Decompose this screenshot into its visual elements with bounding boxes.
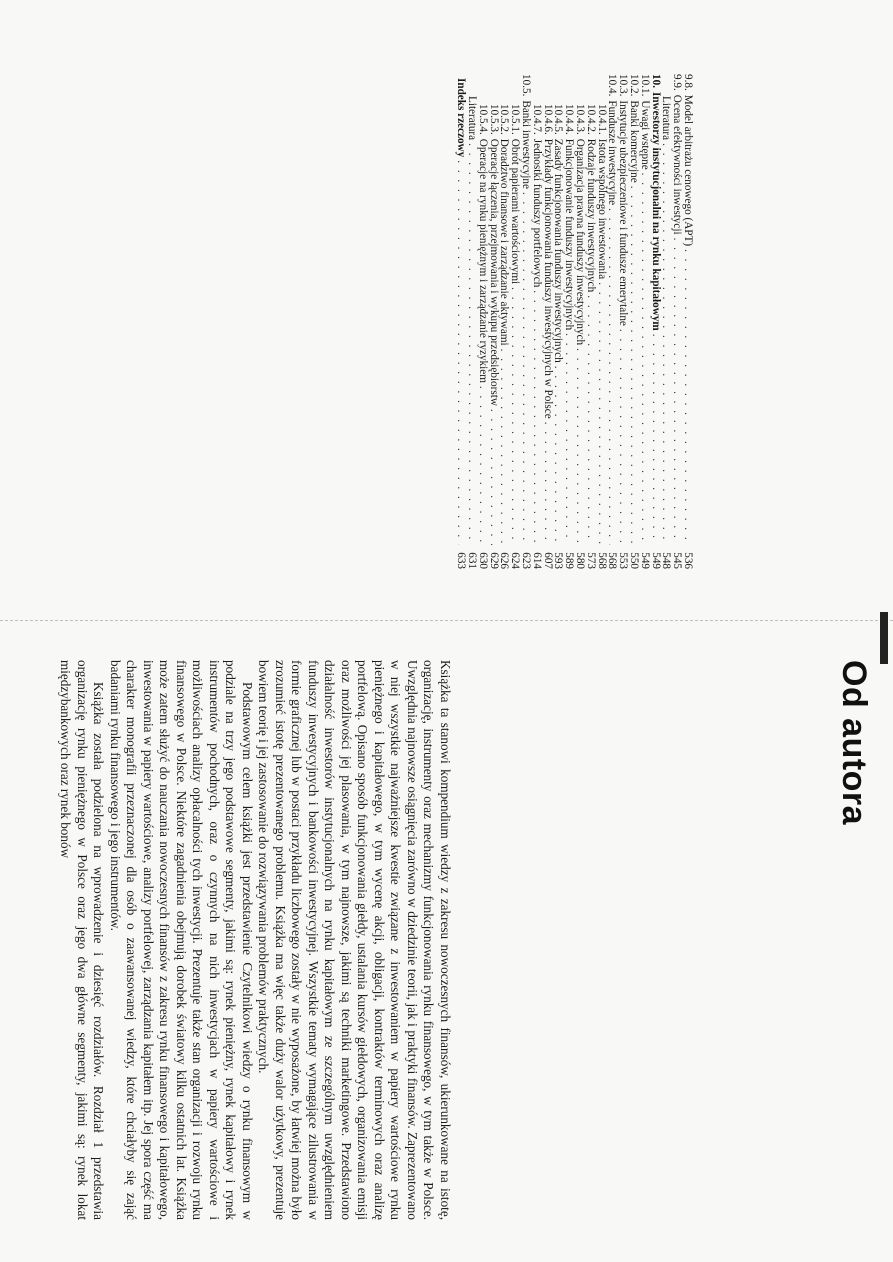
- toc-entry-title: Funkcjonowanie funduszy inwestycyjnych: [563, 138, 576, 331]
- toc-entry-page: 593: [552, 552, 565, 569]
- preface-body: [57, 660, 453, 1220]
- toc-entry-page: 633: [455, 552, 468, 569]
- toc-entry-number: 10.4.: [606, 74, 619, 97]
- toc-entry-number: 10.4.7.: [530, 104, 543, 135]
- toc-entry-page: 626: [498, 552, 511, 569]
- toc-entry-page: 630: [476, 552, 489, 569]
- toc-entry-number: 10.3.: [617, 74, 630, 97]
- toc-entry-page: 553: [617, 552, 630, 569]
- toc-entry-title: Jednostki funduszy portfelowych: [530, 138, 543, 288]
- toc-entry-title: Operacje łączenia, przejmowania i wykupu przedsiębiorstw: [487, 138, 500, 406]
- toc-entry-number: 10.4.5.: [552, 104, 565, 135]
- toc-entry-title: Rodzaje funduszy inwestycyjnych: [584, 138, 597, 293]
- toc-entry-title: Ocena efektywności inwestycji: [671, 94, 684, 235]
- toc-entry-page: 573: [584, 552, 597, 569]
- toc-entry-page: 536: [682, 552, 694, 569]
- toc-entry-title: Operacje na rynku pieniężnym i zarządzanie ryzykiem: [476, 138, 489, 383]
- toc-entry-number: 10.5.1.: [509, 104, 522, 135]
- toc-entry-number: 10.: [649, 74, 662, 88]
- toc-entry-title: Istota wspólnego inwestowania: [595, 138, 608, 280]
- toc-entry-number: 10.4.6.: [541, 104, 554, 135]
- toc-entry-number: 10.5.3.: [487, 104, 500, 135]
- toc-entry-number: 10.4.1.: [595, 104, 608, 135]
- preface-paragraph-1: Książka ta stanowi kompendium wiedzy z zakresu nowoczesnych finansów, ukierunkowane na istotę, organizację, instrumenty oraz mechanizmy funkcjonowania rynku finansowego, w tym także w Polsce. Uwzględnia najnowsze osiągnięcia zarówno w dziedzinie teorii, jak i praktyki finansów. Zaprezentowano w niej wszystkie najważniejsze kwestie związane z inwestowaniem w papiery wartościowe rynku pieniężnego i kapitałowego, w tym wycenę akcji, obligacji, kontraktów terminowych oraz analizę portfelową. Opisano sposób funkcjonowania giełdy, ustalania kursów giełdowych, organizowania emisji oraz możliwości jej plasowania, w tym najnowsze, jakimi są techniki marketingowe. Przedstawiono działalność inwestorów instytucjonalnych na rynku kapitałowym ze szczególnym uwzględnieniem funduszy inwestycyjnych i bankowości inwestycyjnej. Wszystkie tematy wymagające zilustrowania w formie graficznej lub w postaci przykładu liczbowego zostały w nie wyposażone, by łatwiej można było zrozumieć istotę prezentowanego problemu. Książka ma więc także duży walor użytkowy, prezentuje bowiem teorię i jej zastosowanie do rozwiązywania problemów praktycznych.: [256, 660, 453, 1220]
- toc-entry-title: Banki komercyjne: [628, 100, 641, 183]
- toc-entry-title: Zasady funkcjonowania funduszy inwestycyjnych: [552, 138, 565, 363]
- toc-entry-title: Indeks rzeczowy: [455, 78, 468, 158]
- toc-entry-page: 580: [574, 552, 587, 569]
- toc-entry-number: 10.2.: [628, 74, 641, 97]
- toc-entry-page: 549: [638, 552, 651, 569]
- toc-entry-page: 589: [563, 552, 576, 569]
- toc-entry-page: 623: [520, 552, 533, 569]
- toc-entry-number: 10.5.4.: [476, 104, 489, 135]
- toc-entry-title: Organizacja prawna funduszy inwestycyjnych: [574, 138, 587, 346]
- toc-entry-title: Przykłady funkcjonowania funduszy inwestycyjnych w Polsce: [541, 138, 554, 419]
- toc-entry-title: Literatura: [660, 96, 673, 141]
- toc-entry-title: Doradztwo finansowe i zarządzanie aktywami: [498, 138, 511, 346]
- toc-entry-title: Model arbitrażu cenowego (APT): [682, 94, 694, 247]
- toc-entry-number: 10.4.3.: [574, 104, 587, 135]
- toc-entry-page: 548: [660, 552, 673, 569]
- toc-entry-title: Inwestorzy instytucjonalni na rynku kapitałowym: [649, 91, 662, 331]
- toc-entry-page: 631: [466, 552, 479, 569]
- toc-entry-title: Uwagi wstępne: [638, 100, 651, 170]
- toc-entry-page: 545: [671, 552, 684, 569]
- toc-entry-title: Banki inwestycyjne: [520, 100, 533, 189]
- preface-heading: Od autora: [835, 660, 873, 826]
- preface-paragraph-3: Książka została podzielona na wprowadzenie i dziesięć rozdziałów. Rozdział 1 przedstawia organizację rynku pieniężnego w Polsce oraz jego dwa główne segmenty, jakimi są: rynek lokat międzybankowych oraz rynek bonów: [58, 660, 107, 1220]
- toc-entry-number: 10.5.2.: [498, 104, 511, 135]
- toc-entry-number: 9.8.: [682, 74, 694, 91]
- preface-paragraph-2: Podstawowym celem książki jest przedstawienie Czytelnikowi wiedzy o rynku finansowym w podziale na trzy jego podstawowe segmenty, jakimi są: rynek pieniężny, rynek kapitałowy i rynek instrumentów pochodnych, oraz o czynnych na nich inwestycjach w papiery wartościowe i możliwościach analizy opłacalności tych inwestycji. Prezentuje także stan organizacji i rozwoju rynku finansowego w Polsce. Niektóre zagadnienia obejmują dorobek światowy kilku ostatnich lat. Książka może zatem służyć do nauczania nowoczesnych finansów z zakresu rynku finansowego i kapitałowego, inwestowania w papiery wartościowe, analizy portfelowej, zarządzania kapitałem itp. Jej spora część ma charakter monografii przeznaczonej dla osób o zaawansowanej wiedzy, które chciałyby się zająć badaniami rynku finansowego i jego instrumentów.: [108, 660, 255, 1220]
- toc-entry-title: Literatura: [466, 96, 479, 141]
- toc-entry-number: 10.1.: [638, 74, 651, 97]
- toc-entry-number: 10.5.: [520, 74, 533, 97]
- toc-entry-page: 614: [530, 552, 543, 569]
- toc-entry-number: 10.4.2.: [584, 104, 597, 135]
- toc-entry-page: 568: [595, 552, 608, 569]
- toc-entry-page: 568: [606, 552, 619, 569]
- toc-entry-page: 549: [649, 552, 662, 569]
- toc-entry-page: 607: [541, 552, 554, 569]
- toc-entry-title: Instytucje ubezpieczeniowe i fundusze emerytalne: [617, 100, 630, 326]
- toc-entry-page: 550: [628, 552, 641, 569]
- toc-entry-title: Fundusze inwestycyjne: [606, 100, 619, 206]
- toc-entry-number: 10.4.4.: [563, 104, 576, 135]
- toc-entry-number: 9.9.: [671, 74, 684, 91]
- toc-entry-page: 624: [509, 552, 522, 569]
- toc-entry-page: 629: [487, 552, 500, 569]
- toc-entry-title: Obrót papierami wartościowymi: [509, 138, 522, 285]
